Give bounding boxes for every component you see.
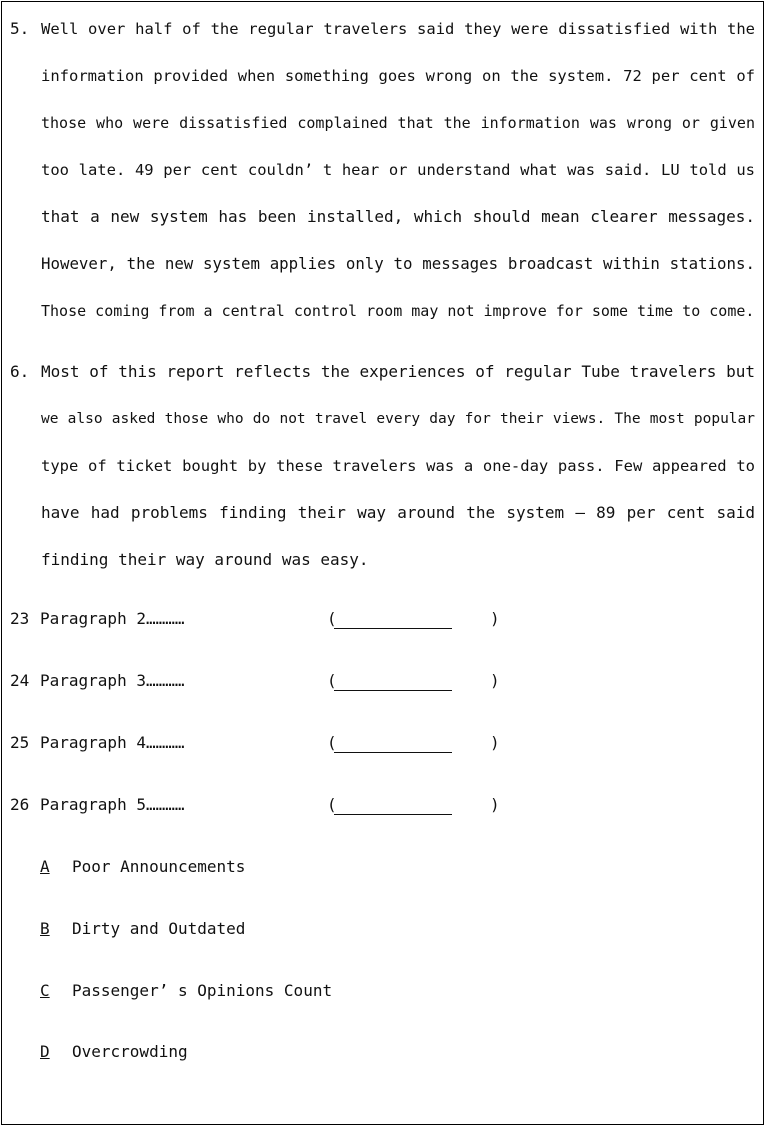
- question-number: 23: [10, 609, 30, 628]
- paragraph-number: 6.: [10, 362, 30, 381]
- question-number: 26: [10, 795, 30, 814]
- option-text: Overcrowding: [72, 1042, 188, 1061]
- answer-blank[interactable]: [334, 610, 452, 629]
- paragraph-line: we also asked those who do not travel every day for their views. The most popular: [41, 411, 755, 427]
- question-label: Paragraph 2…………: [40, 609, 185, 628]
- question-24: [10, 670, 610, 692]
- close-paren: ): [490, 733, 500, 752]
- paragraph-line: type of ticket bought by these travelers was a one-day pass. Few appeared to: [41, 457, 755, 475]
- open-paren: (: [327, 795, 337, 814]
- answer-blank[interactable]: [334, 672, 452, 691]
- paragraph-line: information provided when something goes wrong on the system. 72 per cent of: [41, 67, 755, 85]
- question-25: [10, 732, 610, 754]
- option-text: Dirty and Outdated: [72, 919, 246, 938]
- close-paren: ): [490, 609, 500, 628]
- paragraph-line: too late. 49 per cent couldn’ t hear or understand what was said. LU told us: [41, 161, 755, 179]
- answer-blank[interactable]: [334, 796, 452, 815]
- paragraph-line: Those coming from a central control room may not improve for some time to come.: [41, 302, 755, 320]
- paragraph-line: Well over half of the regular travelers said they were dissatisfied with the: [41, 20, 755, 38]
- document-page: [1, 1, 764, 1125]
- option-letter: C: [40, 981, 50, 1000]
- paragraph-line: finding their way around was easy.: [41, 550, 369, 569]
- option-letter: D: [40, 1042, 50, 1061]
- paragraph-line: However, the new system applies only to messages broadcast within stations.: [41, 254, 755, 273]
- question-26: [10, 794, 610, 816]
- question-label: Paragraph 4…………: [40, 733, 185, 752]
- option-text: Poor Announcements: [72, 857, 246, 876]
- option-letter: A: [40, 857, 50, 876]
- question-number: 24: [10, 671, 30, 690]
- close-paren: ): [490, 795, 500, 814]
- paragraph-line: Most of this report reflects the experiences of regular Tube travelers but: [41, 362, 755, 381]
- open-paren: (: [327, 671, 337, 690]
- answer-blank[interactable]: [334, 734, 452, 753]
- open-paren: (: [327, 733, 337, 752]
- question-number: 25: [10, 733, 30, 752]
- question-label: Paragraph 3…………: [40, 671, 185, 690]
- close-paren: ): [490, 671, 500, 690]
- paragraph-number: 5.: [10, 19, 30, 38]
- question-label: Paragraph 5…………: [40, 795, 185, 814]
- paragraph-line: those who were dissatisfied complained that the information was wrong or given: [41, 114, 755, 132]
- paragraph-line: have had problems finding their way around the system — 89 per cent said: [41, 503, 755, 522]
- paragraph-line: that a new system has been installed, which should mean clearer messages.: [41, 207, 755, 226]
- question-23: [10, 608, 610, 630]
- option-letter: B: [40, 919, 50, 938]
- open-paren: (: [327, 609, 337, 628]
- option-text: Passenger’ s Opinions Count: [72, 981, 333, 1000]
